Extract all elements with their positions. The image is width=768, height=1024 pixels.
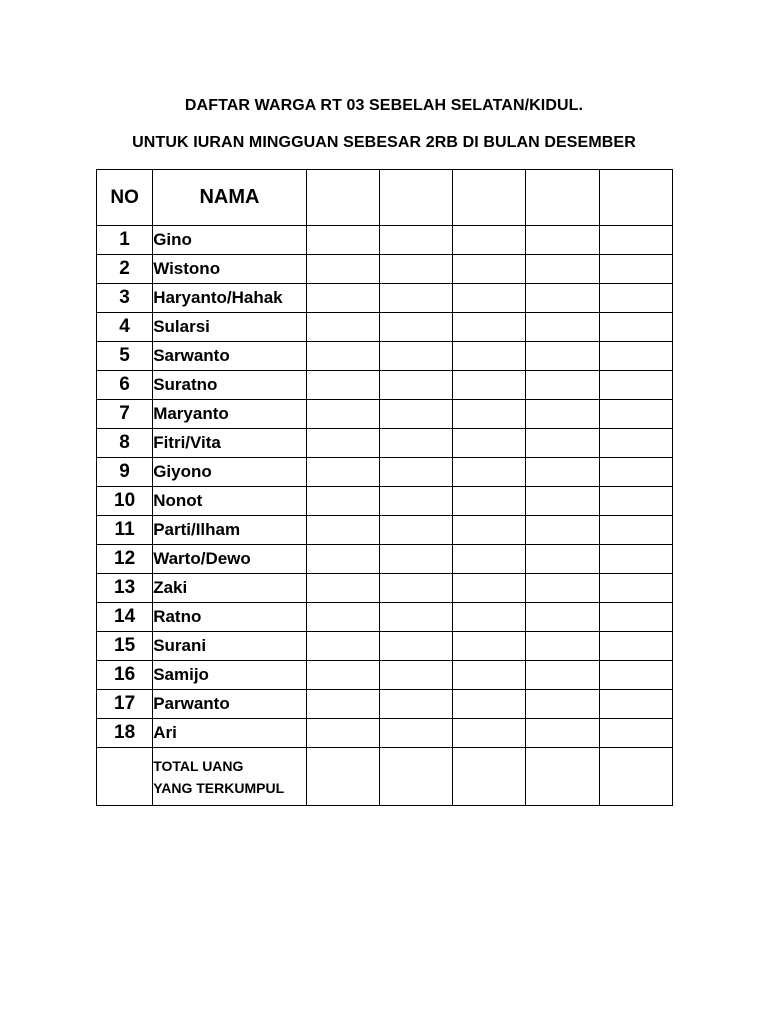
total-week-5-cell[interactable] [599,748,672,806]
payment-week-5-cell[interactable] [599,603,672,632]
payment-week-3-cell[interactable] [453,661,526,690]
payment-week-1-cell[interactable] [306,313,379,342]
document-subtitle: UNTUK IURAN MINGGUAN SEBESAR 2RB DI BULAN DESEMBER [132,134,636,151]
payment-week-4-cell[interactable] [526,226,599,255]
payment-week-4-cell[interactable] [526,371,599,400]
payment-week-5-cell[interactable] [599,661,672,690]
resident-name-cell: Sarwanto [153,342,307,371]
column-header-no: NO [97,170,153,226]
table-row [97,661,673,690]
payment-week-3-cell[interactable] [453,371,526,400]
payment-week-1-cell[interactable] [306,545,379,574]
payment-week-2-cell[interactable] [379,632,452,661]
table-row [97,574,673,603]
payment-week-1-cell[interactable] [306,719,379,748]
row-number-cell: 14 [97,603,153,632]
table-row [97,255,673,284]
resident-name-cell: Parwanto [153,690,307,719]
payment-week-5-cell[interactable] [599,632,672,661]
payment-week-4-cell[interactable] [526,632,599,661]
payment-week-5-cell[interactable] [599,371,672,400]
payment-week-3-cell[interactable] [453,690,526,719]
resident-name-cell: Ratno [153,603,307,632]
payment-week-2-cell[interactable] [379,371,452,400]
payment-week-4-cell[interactable] [526,458,599,487]
payment-week-2-cell[interactable] [379,284,452,313]
resident-name-cell: Suratno [153,371,307,400]
payment-week-2-cell[interactable] [379,574,452,603]
payment-week-3-cell[interactable] [453,226,526,255]
payment-week-1-cell[interactable] [306,429,379,458]
payment-week-2-cell[interactable] [379,487,452,516]
row-number-cell: 15 [97,632,153,661]
total-row [97,748,673,806]
total-week-4-cell[interactable] [526,748,599,806]
payment-week-4-cell[interactable] [526,516,599,545]
row-number-cell: 10 [97,487,153,516]
payment-week-3-cell[interactable] [453,313,526,342]
payment-week-5-cell[interactable] [599,342,672,371]
resident-name-cell: Nonot [153,487,307,516]
payment-week-4-cell[interactable] [526,690,599,719]
row-number-cell: 16 [97,661,153,690]
payment-week-5-cell[interactable] [599,487,672,516]
column-header-week-4 [526,170,599,226]
table-row [97,632,673,661]
table-row [97,400,673,429]
payment-week-1-cell[interactable] [306,603,379,632]
table-row [97,429,673,458]
payment-week-1-cell[interactable] [306,400,379,429]
payment-week-2-cell[interactable] [379,458,452,487]
roster-table [96,169,673,806]
table-header-row [97,170,673,226]
payment-week-4-cell[interactable] [526,574,599,603]
column-header-week-3 [453,170,526,226]
payment-week-1-cell[interactable] [306,255,379,284]
payment-week-1-cell[interactable] [306,574,379,603]
row-number-cell: 18 [97,719,153,748]
row-number-cell: 3 [97,284,153,313]
resident-name-cell: Warto/Dewo [153,545,307,574]
payment-week-2-cell[interactable] [379,545,452,574]
resident-name-cell: Haryanto/Hahak [153,284,307,313]
payment-week-1-cell[interactable] [306,371,379,400]
payment-week-4-cell[interactable] [526,342,599,371]
table-row [97,603,673,632]
table-row [97,313,673,342]
payment-week-1-cell[interactable] [306,284,379,313]
row-number-cell: 13 [97,574,153,603]
payment-week-3-cell[interactable] [453,255,526,284]
row-number-cell: 11 [97,516,153,545]
row-number-cell: 12 [97,545,153,574]
table-row [97,545,673,574]
payment-week-2-cell[interactable] [379,342,452,371]
payment-week-2-cell[interactable] [379,719,452,748]
payment-week-1-cell[interactable] [306,342,379,371]
payment-week-4-cell[interactable] [526,719,599,748]
payment-week-2-cell[interactable] [379,429,452,458]
resident-name-cell: Giyono [153,458,307,487]
payment-week-4-cell[interactable] [526,400,599,429]
payment-week-4-cell[interactable] [526,255,599,284]
resident-name-cell: Zaki [153,574,307,603]
payment-week-1-cell[interactable] [306,632,379,661]
table-row [97,516,673,545]
table-row [97,690,673,719]
table-row [97,342,673,371]
payment-week-2-cell[interactable] [379,255,452,284]
payment-week-5-cell[interactable] [599,313,672,342]
payment-week-3-cell[interactable] [453,487,526,516]
row-number-cell: 5 [97,342,153,371]
total-week-2-cell[interactable] [379,748,452,806]
payment-week-5-cell[interactable] [599,255,672,284]
row-number-cell: 2 [97,255,153,284]
payment-week-2-cell[interactable] [379,603,452,632]
payment-week-5-cell[interactable] [599,545,672,574]
payment-week-3-cell[interactable] [453,516,526,545]
row-number-cell: 4 [97,313,153,342]
payment-week-5-cell[interactable] [599,690,672,719]
payment-week-3-cell[interactable] [453,458,526,487]
payment-week-5-cell[interactable] [599,400,672,429]
payment-week-3-cell[interactable] [453,545,526,574]
total-label-cell [153,748,307,806]
payment-week-4-cell[interactable] [526,603,599,632]
payment-week-3-cell[interactable] [453,719,526,748]
payment-week-5-cell[interactable] [599,574,672,603]
total-label-line-2: YANG TERKUMPUL [153,779,285,796]
payment-week-1-cell[interactable] [306,516,379,545]
table-row [97,719,673,748]
payment-week-1-cell[interactable] [306,458,379,487]
resident-name-cell: Wistono [153,255,307,284]
document-title: DAFTAR WARGA RT 03 SEBELAH SELATAN/KIDUL. [184,97,584,114]
table-row [97,487,673,516]
column-header-week-5 [599,170,672,226]
total-week-1-cell[interactable] [306,748,379,806]
payment-week-1-cell[interactable] [306,226,379,255]
payment-week-5-cell[interactable] [599,429,672,458]
payment-week-3-cell[interactable] [453,632,526,661]
payment-week-3-cell[interactable] [453,284,526,313]
payment-week-4-cell[interactable] [526,661,599,690]
resident-name-cell: Surani [153,632,307,661]
payment-week-5-cell[interactable] [599,516,672,545]
resident-name-cell: Parti/Ilham [153,516,307,545]
payment-week-2-cell[interactable] [379,690,452,719]
payment-week-2-cell[interactable] [379,400,452,429]
payment-week-2-cell[interactable] [379,313,452,342]
table-row [97,284,673,313]
resident-name-cell: Fitri/Vita [153,429,307,458]
payment-week-3-cell[interactable] [453,429,526,458]
payment-week-1-cell[interactable] [306,661,379,690]
payment-week-3-cell[interactable] [453,342,526,371]
row-number-cell: 17 [97,690,153,719]
table-row [97,458,673,487]
payment-week-3-cell[interactable] [453,574,526,603]
table-row [97,371,673,400]
payment-week-2-cell[interactable] [379,661,452,690]
payment-week-2-cell[interactable] [379,226,452,255]
total-label-line-1: TOTAL UANG [153,757,244,774]
resident-name-cell: Gino [153,226,307,255]
payment-week-5-cell[interactable] [599,226,672,255]
payment-week-5-cell[interactable] [599,458,672,487]
table-body [97,226,673,806]
total-no-cell [97,748,153,806]
payment-week-4-cell[interactable] [526,313,599,342]
payment-week-5-cell[interactable] [599,719,672,748]
table-row [97,226,673,255]
row-number-cell: 8 [97,429,153,458]
total-week-3-cell[interactable] [453,748,526,806]
payment-week-4-cell[interactable] [526,284,599,313]
payment-week-3-cell[interactable] [453,400,526,429]
payment-week-1-cell[interactable] [306,487,379,516]
resident-name-cell: Ari [153,719,307,748]
payment-week-4-cell[interactable] [526,429,599,458]
resident-name-cell: Maryanto [153,400,307,429]
payment-week-5-cell[interactable] [599,284,672,313]
row-number-cell: 6 [97,371,153,400]
payment-week-4-cell[interactable] [526,545,599,574]
row-number-cell: 7 [97,400,153,429]
column-header-week-1 [306,170,379,226]
payment-week-3-cell[interactable] [453,603,526,632]
resident-name-cell: Sularsi [153,313,307,342]
row-number-cell: 9 [97,458,153,487]
resident-name-cell: Samijo [153,661,307,690]
column-header-nama: NAMA [153,170,307,226]
payment-week-1-cell[interactable] [306,690,379,719]
payment-week-2-cell[interactable] [379,516,452,545]
column-header-week-2 [379,170,452,226]
payment-week-4-cell[interactable] [526,487,599,516]
row-number-cell: 1 [97,226,153,255]
